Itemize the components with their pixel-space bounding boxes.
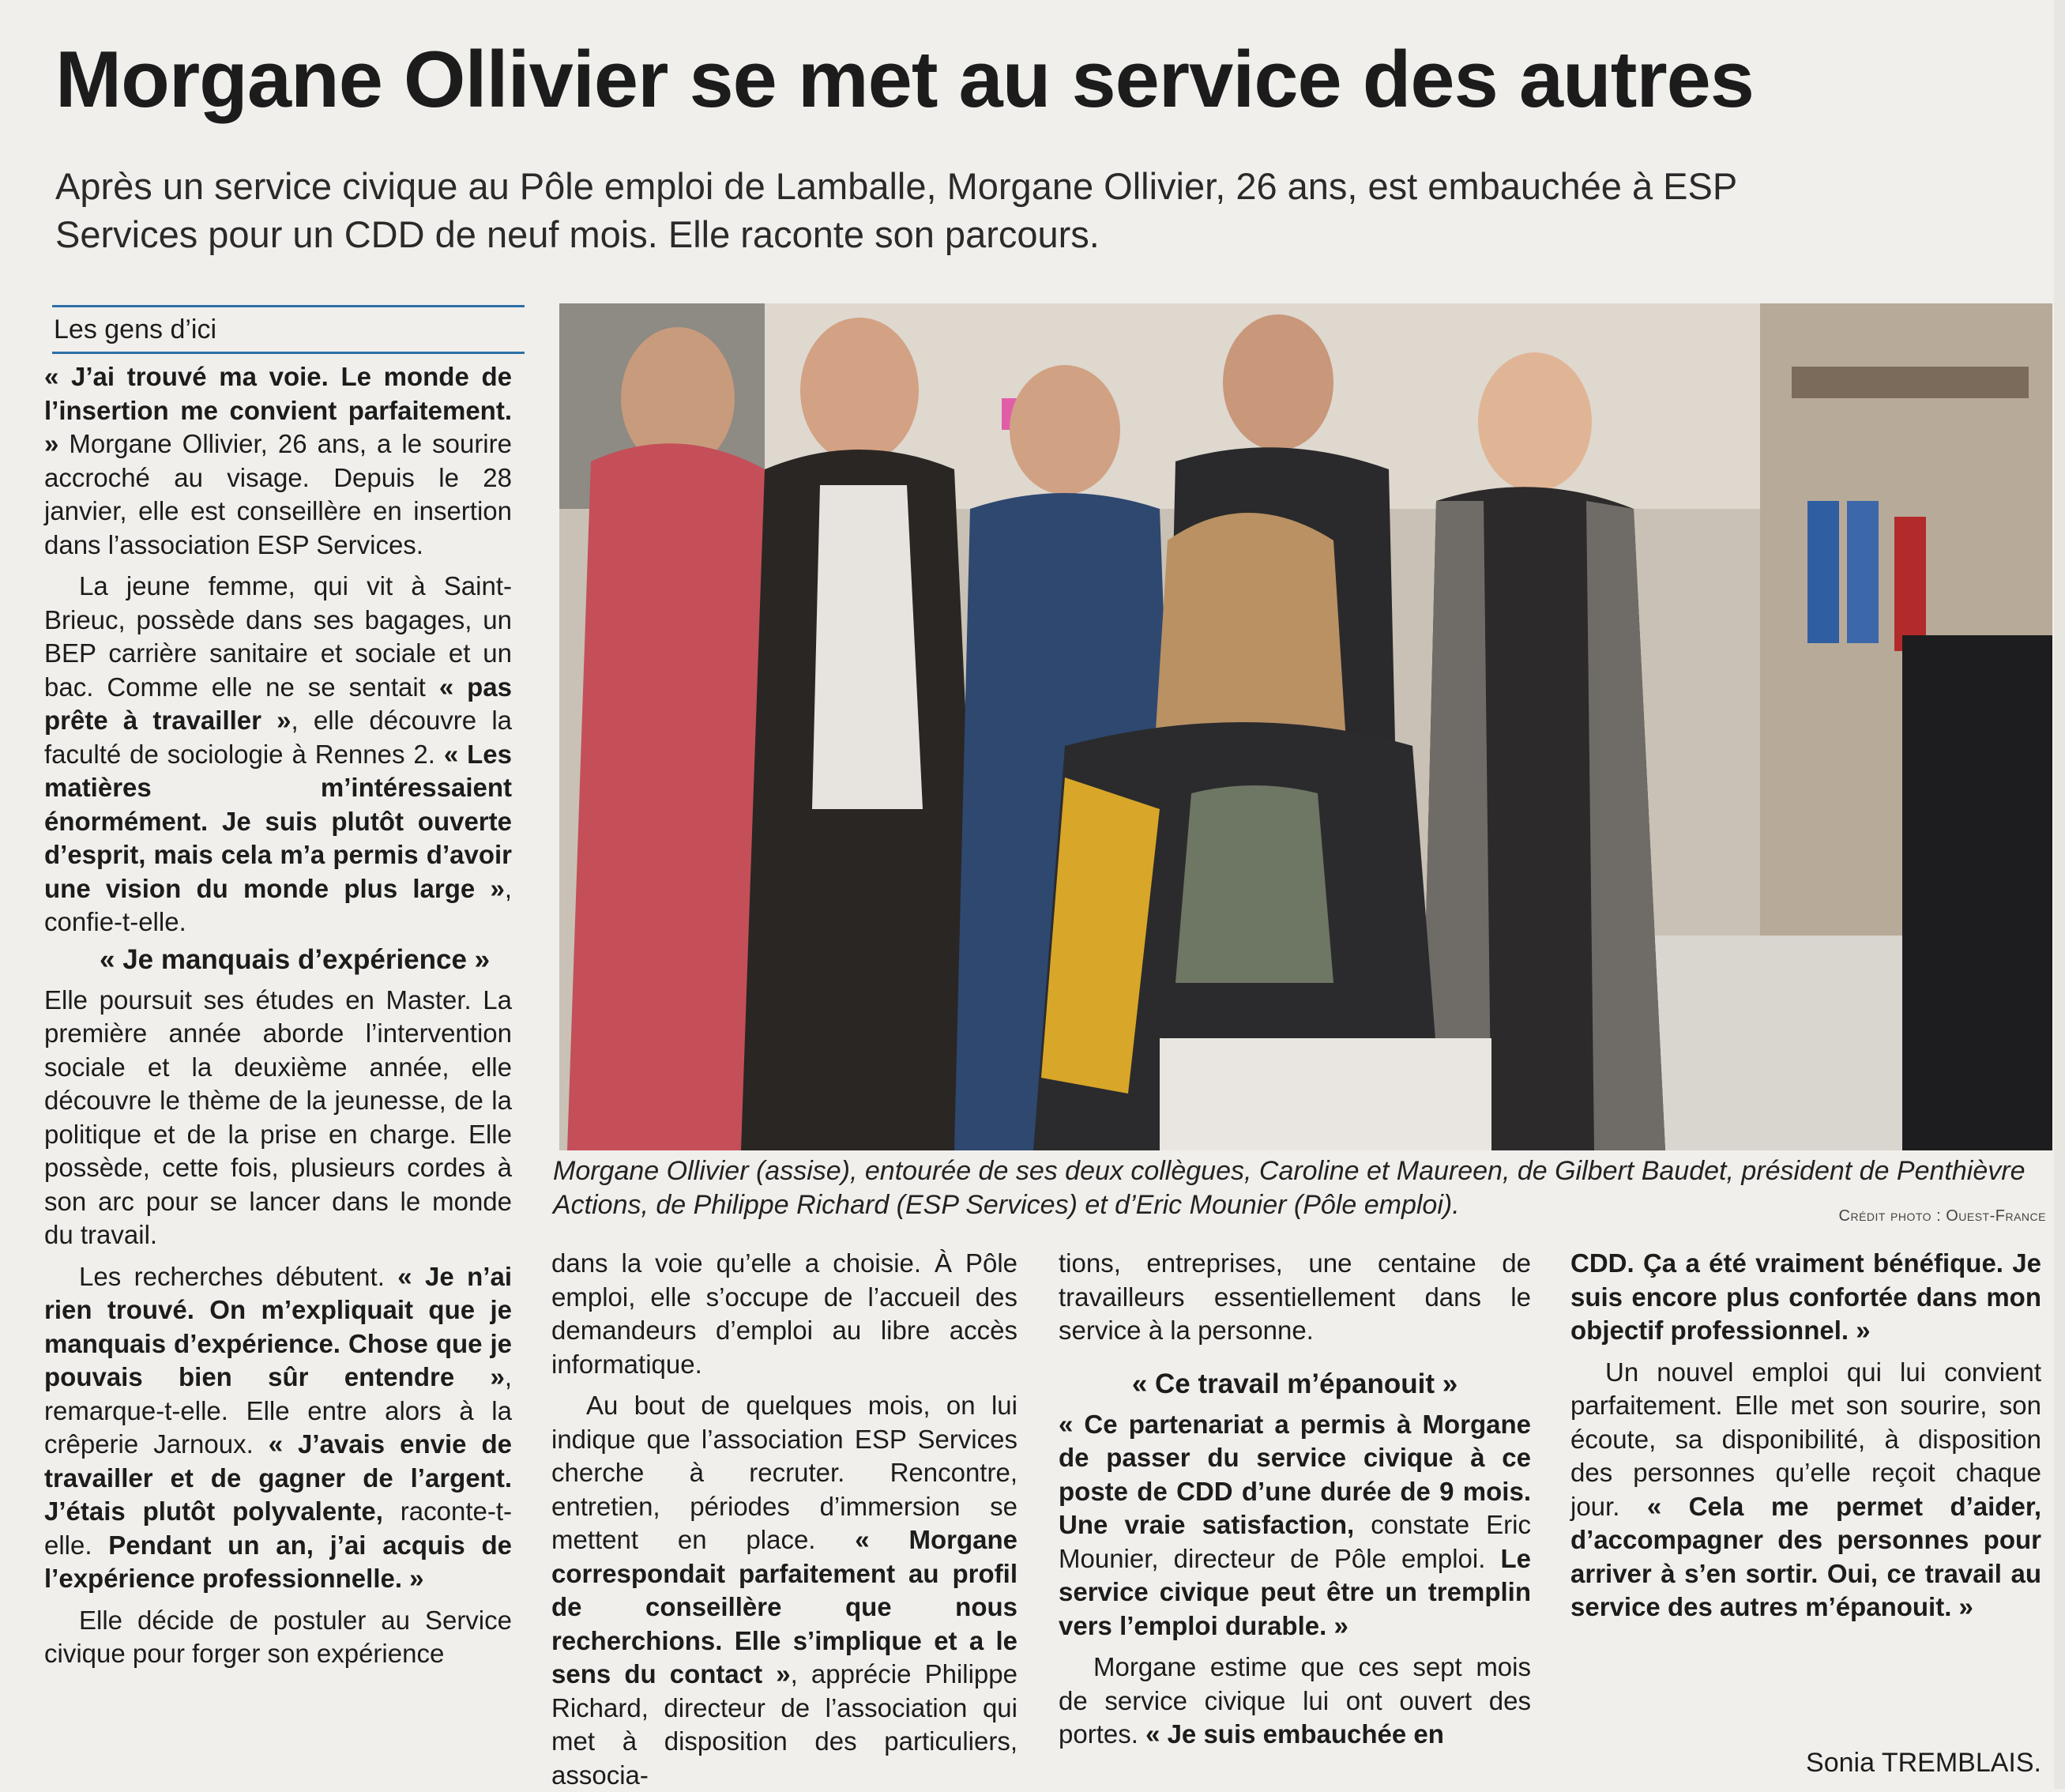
article-column-2 bbox=[551, 1247, 1017, 1792]
photo-caption: Morgane Ollivier (assise), entourée de ses deux collègues, Caroline et Maureen, de Gilbert Baudet, président de Penthièvre Actions, de Philippe Richard (ESP Services) et d’Eric Mounier (Pôle emploi). bbox=[553, 1156, 2026, 1220]
paragraph: Au bout de quelques mois, on lui indique que l’association ESP Services cherche à recruter. Rencontre, entretien, périodes d’immersion se mettent en place. « Morgane correspondait parfaitement au profil de conseillère que nous recherchions. Elle s’implique et a le sens du contact », apprécie Philippe Richard, directeur de l’association qui met à disposition des particuliers, associa- bbox=[551, 1391, 1017, 1790]
page-edge bbox=[2054, 0, 2065, 1789]
headline: Morgane Ollivier se met au service des autres bbox=[55, 36, 1754, 124]
article-column-4 bbox=[1570, 1247, 2041, 1624]
paragraph: Elle poursuit ses études en Master. La première année aborde l’intervention sociale et la deuxième année, elle découvre le thème de la jeunesse, de la politique et de la prise en charge. Elle possède, cette fois, plusieurs cordes à son arc pour se lancer dans le monde du travail. bbox=[44, 984, 512, 1249]
paragraph: La jeune femme, qui vit à Saint-Brieuc, possède dans ses bagages, un BEP carrière sanitaire et sociale et un bac. Comme elle ne se sentait « pas prête à travailler », elle découvre la faculté de sociologie à Rennes 2. « Les matières m’intéressaient énormément. Je suis plutôt ouverte d’esprit, mais cela m’a permis d’avoir une vision du monde plus large », confie-t-elle. bbox=[44, 571, 513, 936]
intertitle: « Je manquais d’expérience » bbox=[100, 943, 491, 975]
article-column-3 bbox=[1059, 1247, 1531, 1752]
lead-paragraph: Après un service civique au Pôle emploi de Lamballe, Morgane Ollivier, 26 ans, est embauchée à ESP Services pour un CDD de neuf mois. Elle raconte son parcours. bbox=[55, 165, 1737, 255]
paragraph: dans la voie qu’elle a choisie. À Pôle emploi, elle s’occupe de l’accueil des demandeurs d’emploi au libre accès informatique. bbox=[551, 1248, 1017, 1379]
paragraph: tions, entreprises, une centaine de travailleurs essentiellement dans le service à la personne. bbox=[1059, 1248, 1531, 1345]
photo-credit: Crédit photo : Ouest-France bbox=[1838, 1207, 2046, 1225]
intertitle: « Ce travail m’épanouit » bbox=[1131, 1368, 1458, 1399]
paragraph: Un nouvel emploi qui lui convient parfaitement. Elle met son sourire, son écoute, sa disponibilité, à disposition des personnes qu’elle reçoit chaque jour. « Cela me permet d’aider, d’accompagner des personnes pour arriver à s’en sortir. Oui, ce travail au service des autres m’épanouit. » bbox=[1570, 1357, 2042, 1621]
paragraph: CDD. Ça a été vraiment bénéfique. Je suis encore plus confortée dans mon objectif professionnel. » bbox=[1570, 1248, 2041, 1345]
photo-illustration bbox=[559, 303, 2052, 1150]
rubric-label: Les gens d’ici bbox=[52, 305, 525, 354]
author-byline: Sonia TREMBLAIS. bbox=[1806, 1748, 2041, 1778]
article-column-1 bbox=[44, 360, 512, 1671]
paragraph: « J’ai trouvé ma voie. Le monde de l’insertion me convient parfaitement. » Morgane Ollivier, 26 ans, a le sourire accroché au visage. Depuis le 28 janvier, elle est conseillère en insertion dans l’association ESP Services. bbox=[44, 362, 512, 559]
paragraph: Morgane estime que ces sept mois de service civique lui ont ouvert des portes. « Je suis embauchée en bbox=[1059, 1652, 1531, 1749]
paragraph: Les recherches débutent. « Je n’ai rien trouvé. On m’expliquait que je manquais d’expérience. Chose que je pouvais bien sûr entendre », remarque-t-elle. Elle entre alors à la crêperie Jarnoux. « J’avais envie de travailler et de gagner de l’argent. J’étais plutôt polyvalente, raconte-t-elle. Pendant un an, j’ai acquis de l’expérience professionnelle. » bbox=[44, 1261, 512, 1593]
paragraph: Elle décide de postuler au Service civique pour forger son expérience bbox=[44, 1605, 512, 1668]
paragraph: « Ce partenariat a permis à Morgane de passer du service civique à ce poste de CDD d’une durée de 9 mois. Une vraie satisfaction, constate Eric Mounier, directeur de Pôle emploi. Le service civique peut être un tremplin vers l’emploi durable. » bbox=[1059, 1409, 1531, 1640]
group-photo bbox=[559, 303, 2052, 1150]
